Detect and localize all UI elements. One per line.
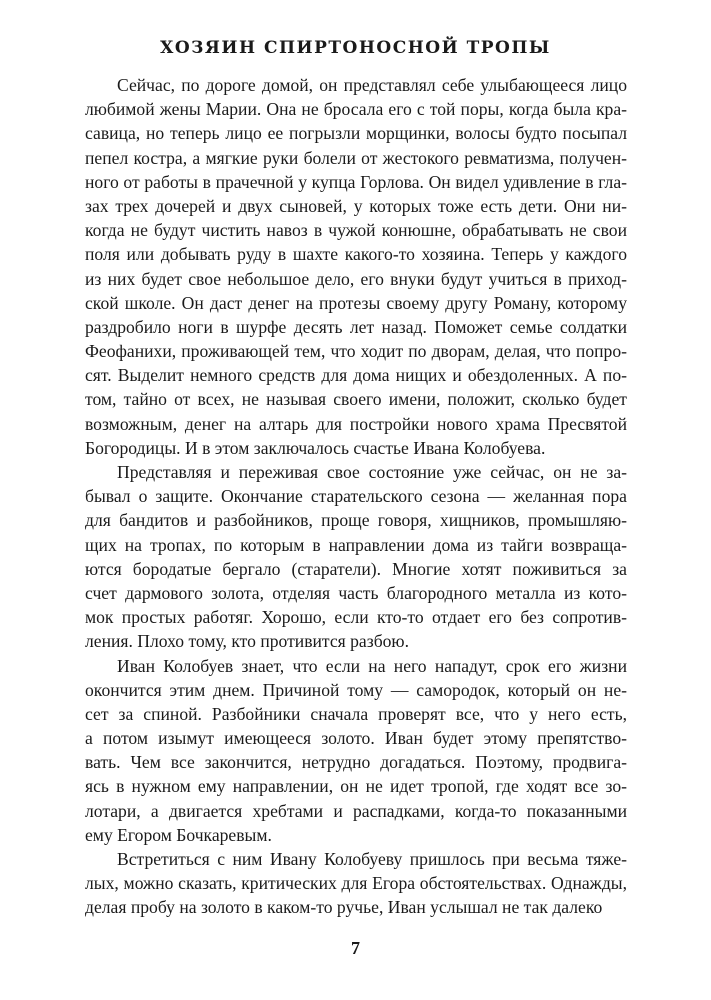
text-line: Представляя и переживая свое состояние уже сейчас, он не за- (117, 462, 627, 482)
text-line: любимой жены Марии. Она не бросала его с той поры, когда была кра- (85, 99, 627, 120)
text-line: ясь в нужном ему направлении, он не идет тропой, где ходят все зо- (85, 776, 627, 797)
text-line: возможным, денег на алтарь для постройки нового храма Пресвятой (85, 413, 627, 434)
text-line: савица, но теперь лицо ее погрызли морщинки, волосы будто посыпал (85, 123, 627, 144)
page-number: 7 (351, 938, 360, 958)
paragraph (85, 847, 627, 920)
text-line: ления. Плохо тому, кто противится разбою. (85, 631, 409, 652)
text-line: окончится этим днем. Причиной тому — самородок, который он не- (85, 679, 627, 700)
text-line: пепел костра, а мягкие руки болели от жестокого ревматизма, получен- (85, 147, 627, 168)
text-line: бывал о защите. Окончание старательского сезона — желанная пора (85, 486, 627, 507)
text-line: лотари, а двигается хребтами и распадками, когда-то показанными (85, 800, 627, 821)
text-line: а потом изымут имеющееся золото. Иван будет этому препятство- (85, 728, 627, 749)
text-line: Богородицы. И в этом заключалось счастье Ивана Колобуева. (85, 437, 546, 458)
text-line: поля или добывать руду в шахте какого-то хозяина. Теперь у каждого (85, 244, 627, 265)
text-line: зах трех дочерей и двух сыновей, у которых тоже есть дети. Они ни- (85, 195, 627, 216)
text-line: том, тайно от всех, не называя своего имени, положит, сколько будет (85, 389, 627, 410)
text-line: ются бородатые бергало (старатели). Многие хотят поживиться за (85, 558, 627, 579)
paragraph (85, 460, 627, 654)
text-line: ему Егором Бочкаревым. (85, 824, 272, 845)
text-line: Феофанихи, проживающей тем, что ходит по дворам, делая, что попро- (85, 341, 627, 362)
text-line: ской школе. Он даст денег на протезы своему другу Роману, которому (85, 292, 627, 313)
text-line: щих на тропах, по которым в направлении дома из тайги возвраща- (85, 534, 627, 555)
text-line: Встретиться с ним Ивану Колобуеву пришлось при весьма тяже- (117, 849, 627, 869)
text-line: мок простых работяг. Хорошо, если кто-то отдает его без сопротив- (85, 607, 627, 628)
text-line: из них будет свое небольшое дело, его внуки будут учиться в приход- (85, 268, 627, 289)
text-line: сет за спиной. Разбойники сначала проверят все, что у него есть, (85, 703, 627, 724)
text-line: делая пробу на золото в каком-то ручье, Иван услышал не так далеко (85, 897, 603, 918)
text-line: Иван Колобуев знает, что если на него нападут, срок его жизни (117, 655, 627, 676)
running-head: ХОЗЯИН СПИРТОНОСНОЙ ТРОПЫ (160, 38, 551, 58)
body-text (85, 73, 627, 920)
text-line: раздробило ноги в шурфе десять лет назад. Поможет семье солдатки (85, 316, 627, 337)
text-line: Сейчас, по дороге домой, он представлял себе улыбающееся лицо (117, 75, 627, 95)
paragraph (85, 73, 627, 460)
text-line: когда не будут чистить навоз в чужой конюшне, обрабатывать не свои (85, 220, 627, 241)
text-line: вать. Чем все закончится, нетрудно догадаться. Поэтому, продвига- (85, 752, 627, 773)
paragraph (85, 654, 627, 848)
text-line: ного от работы в прачечной у купца Горлова. Он видел удивление в гла- (85, 171, 627, 192)
text-line: сят. Выделит немного средств для дома нищих и обездоленных. А по- (85, 365, 627, 386)
text-line: для бандитов и разбойников, проще говоря, хищников, промышляю- (85, 510, 627, 531)
text-line: счет дармового золота, отделяя часть благородного металла из кото- (85, 582, 627, 603)
text-line: лых, можно сказать, критических для Егора обстоятельствах. Однажды, (85, 873, 627, 894)
